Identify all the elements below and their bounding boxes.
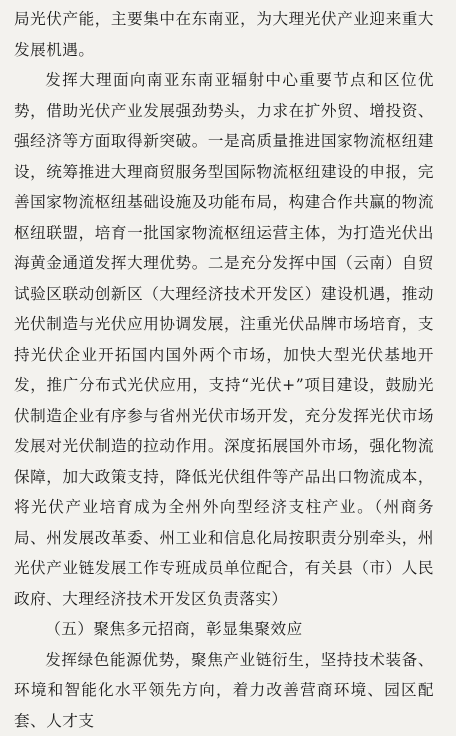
section-heading: （五）聚焦多元招商，彰显集聚效应 [14, 614, 434, 645]
paragraph-next: 发挥绿色能源优势，聚焦产业链衍生，坚持技术装备、环境和智能化水平领先方向，着力改善营商环境、园区配套、人才支 [14, 645, 434, 736]
paragraph-continued: 局光伏产能，主要集中在东南亚，为大理光伏产业迎来重大发展机遇。 [14, 4, 434, 65]
paragraph-main: 发挥大理面向南亚东南亚辐射中心重要节点和区位优势，借助光伏产业发展强劲势头，力求在扩外贸、增投资、强经济等方面取得新突破。一是高质量推进国家物流枢纽建设，统筹推进大理商贸服务型国际物流枢纽建设的申报，完善国家物流枢纽基础设施及功能布局，构建合作共赢的物流枢纽联盟，培育一批国家物流枢纽运营主体，为打造光伏出海黄金通道发挥大理优势。二是充分发挥中国（云南）自贸试验区联动创新区（大理经济技术开发区）建设机遇，推动光伏制造与光伏应用协调发展，注重光伏品牌市场培育，支持光伏企业开拓国内国外两个市场，加快大型光伏基地开发，推广分布式光伏应用，支持“光伏+”项目建设，鼓励光伏制造企业有序参与省州光伏市场开发，充分发挥光伏市场发展对光伏制造的拉动作用。深度拓展国外市场，强化物流保障，加大政策支持，降低光伏组件等产品出口物流成本，将光伏产业培育成为全州外向型经济支柱产业。（州商务局、州发展改革委、州工业和信息化局按职责分别牵头，州光伏产业链发展工作专班成员单位配合，有关县（市）人民政府、大理经济技术开发区负责落实） [14, 65, 434, 614]
